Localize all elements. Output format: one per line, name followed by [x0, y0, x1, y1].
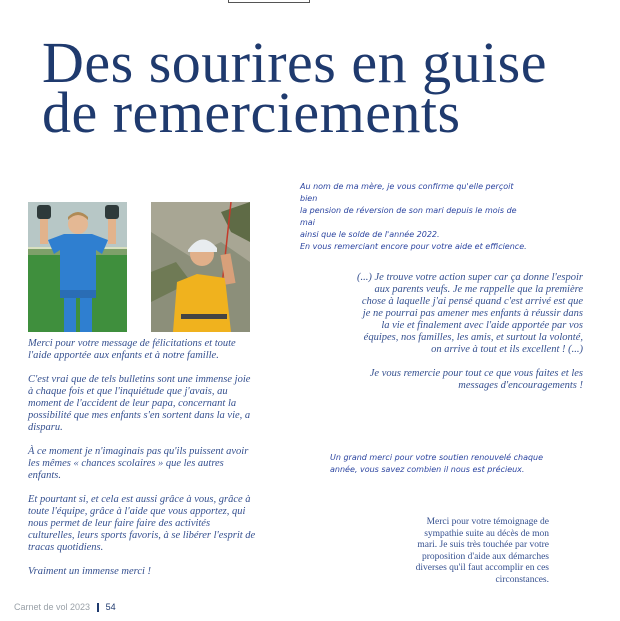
top-tab-marker — [228, 0, 310, 3]
letter-paragraph: C'est vrai que de tels bulletins sont une immense joie à chaque fois et que l'inquiétude que j'avais, au moment de l'accident de leur papa, concernant la possibilité que mes enfants s'en sortent dans la vie, a disparu. — [28, 374, 251, 433]
page-title — [42, 30, 548, 145]
note-line: En vous remerciant encore pour votre aide et efficience. — [300, 242, 527, 251]
note-line: la pension de réversion de son mari depuis le mois de mai — [300, 206, 517, 227]
note-line: ainsi que le solde de l'année 2022. — [300, 230, 440, 239]
note-line: année, vous savez combien il nous est précieux. — [330, 465, 525, 474]
title-line-2: de remerciements — [42, 80, 461, 145]
note-line: Au nom de ma mère, je vous confirme qu'elle perçoit bien — [300, 182, 514, 203]
handwritten-note-support — [330, 452, 560, 476]
testimony-paragraph: Je vous remercie pour tout ce que vous faites et les messages d'encouragements ! — [369, 368, 583, 391]
note-line: Un grand merci pour votre soutien renouvelé chaque — [330, 453, 544, 462]
testimony-widowed-parent — [354, 272, 583, 392]
letter-paragraph: Merci pour votre message de félicitations et toute l'aide apportée aux enfants et à notre famille. — [28, 338, 236, 361]
handwritten-note-pension — [300, 181, 530, 253]
page-number: 54 — [105, 602, 116, 612]
photo-boy-climber — [151, 202, 250, 332]
letter-paragraph: À ce moment je n'imaginais pas qu'ils puissent avoir les mêmes « chances scolaires » que les autres enfants. — [28, 446, 249, 481]
letter-paragraph: Vraiment un immense merci ! — [28, 566, 152, 577]
page-footer — [14, 602, 116, 612]
letter-paragraph: Et pourtant si, et cela est aussi grâce à vous, grâce à toute l'équipe, grâce à l'aide que vous apportez, qui nous permet de leur faire faire des activités culturelles, leurs sports favoris, à se libérer l'esprit de tracas quotidiens. — [28, 494, 256, 553]
letter-thanks-school — [28, 338, 258, 590]
footer-divider — [97, 603, 99, 612]
photo-boy-goalkeeper — [28, 202, 127, 332]
note-condolence-thanks: Merci pour votre témoignage de sympathie suite au décès de mon mari. Je suis très touchée par votre proposition d'aide aux démarches diverses qu'il faut accomplir en ces circonstances. — [415, 517, 549, 585]
testimony-paragraph: (...) Je trouve votre action super car ça donne l'espoir aux parents veufs. Je me rappelle que la première chose à laquelle j'ai pensé quand c'est arrivé est que je ne pourrai pas amener mes enfants à réussir dans la vie et finalement avec l'aide apportée par vos équipes, nos familles, les amis, et surtout la volonté, on arrive à tout et ils excellent ! (...) — [357, 272, 583, 355]
title-line-1: Des sourires en guise — [42, 30, 548, 95]
publication-name: Carnet de vol 2023 — [14, 602, 91, 612]
